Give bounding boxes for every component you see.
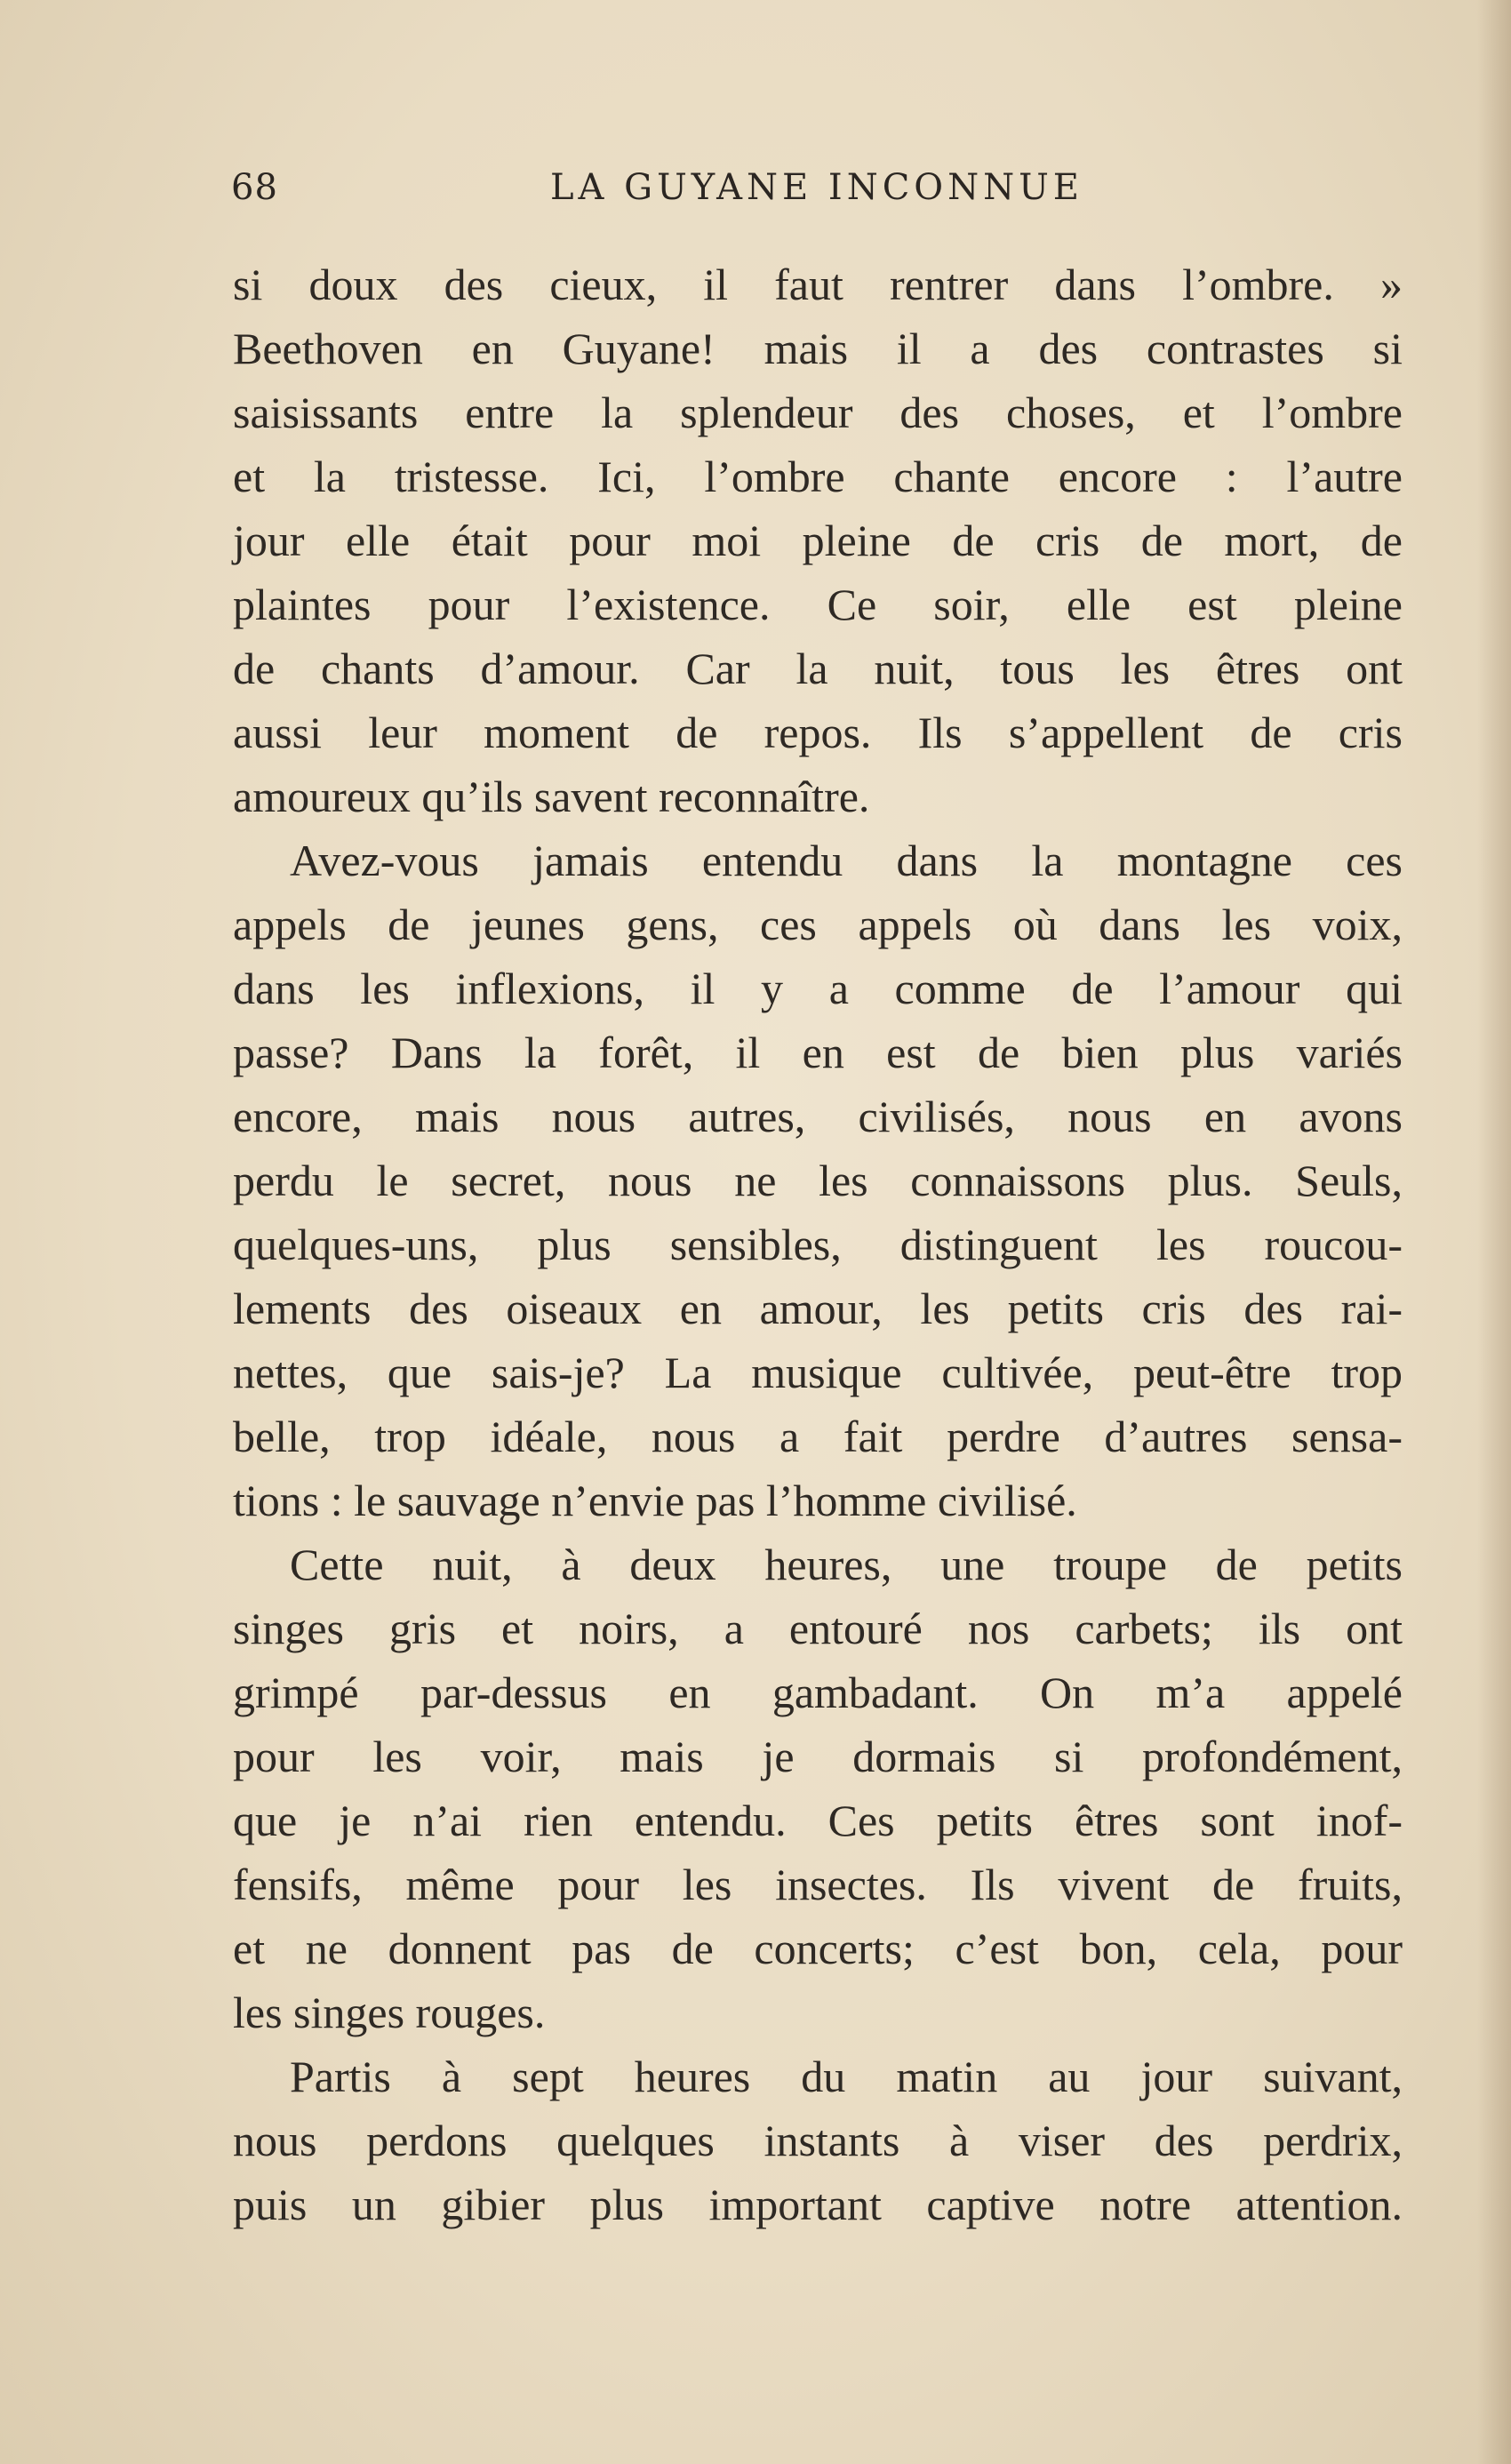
text-line: fensifs, même pour les insectes. Ils vivent de fruits, (233, 1860, 1403, 1909)
text-line: Avez-vous jamais entendu dans la montagne ces (290, 836, 1403, 885)
text-line: puis un gibier plus important captive notre attention. (233, 2180, 1403, 2229)
text-line: saisissants entre la splendeur des choses, et l’ombre (233, 388, 1403, 437)
page-edge-shadow (1477, 0, 1511, 2464)
text-line: singes gris et noirs, a entouré nos carbets; ils ont (233, 1604, 1403, 1653)
text-line: amoureux qu’ils savent reconnaître. (233, 772, 870, 821)
text-line: Beethoven en Guyane! mais il a des contrastes si (233, 324, 1403, 373)
text-line: aussi leur moment de repos. Ils s’appellent de cris (233, 708, 1403, 757)
text-line: Partis à sept heures du matin au jour suivant, (290, 2052, 1403, 2101)
text-line: tions : le sauvage n’envie pas l’homme civilisé. (233, 1476, 1077, 1525)
text-line: que je n’ai rien entendu. Ces petits êtres sont inof- (233, 1796, 1403, 1845)
text-line: nettes, que sais-je? La musique cultivée, peut-être trop (233, 1348, 1403, 1397)
text-line: perdu le secret, nous ne les connaissons plus. Seuls, (233, 1156, 1403, 1205)
page-number: 68 (231, 167, 278, 208)
text-line: les singes rouges. (233, 1988, 546, 2037)
page-header (231, 167, 1403, 220)
text-line: belle, trop idéale, nous a fait perdre d’autres sensa- (233, 1412, 1403, 1461)
text-line: passe? Dans la forêt, il en est de bien plus variés (233, 1028, 1403, 1077)
text-line: de chants d’amour. Car la nuit, tous les êtres ont (233, 644, 1403, 693)
text-line: pour les voir, mais je dormais si profondément, (233, 1732, 1403, 1781)
text-line: dans les inflexions, il y a comme de l’amour qui (233, 964, 1403, 1013)
text-line: et la tristesse. Ici, l’ombre chante encore : l’autre (233, 452, 1403, 501)
text-line: grimpé par-dessus en gambadant. On m’a appelé (233, 1668, 1403, 1717)
text-line: si doux des cieux, il faut rentrer dans l’ombre. » (233, 260, 1403, 309)
text-line: appels de jeunes gens, ces appels où dans les voix, (233, 900, 1403, 949)
text-line: et ne donnent pas de concerts; c’est bon, cela, pour (233, 1924, 1403, 1973)
text-line: encore, mais nous autres, civilisés, nous en avons (233, 1092, 1403, 1141)
body-text (233, 252, 1403, 2236)
text-line: jour elle était pour moi pleine de cris de mort, de (233, 516, 1403, 565)
text-line: plaintes pour l’existence. Ce soir, elle est pleine (233, 580, 1403, 629)
text-line: lements des oiseaux en amour, les petits cris des rai- (233, 1284, 1403, 1333)
text-line: nous perdons quelques instants à viser des perdrix, (233, 2116, 1403, 2165)
running-title: LA GUYANE INCONNUE (549, 167, 1084, 208)
text-line: Cette nuit, à deux heures, une troupe de petits (290, 1540, 1403, 1589)
text-line: quelques-uns, plus sensibles, distinguent les roucou- (233, 1220, 1403, 1269)
